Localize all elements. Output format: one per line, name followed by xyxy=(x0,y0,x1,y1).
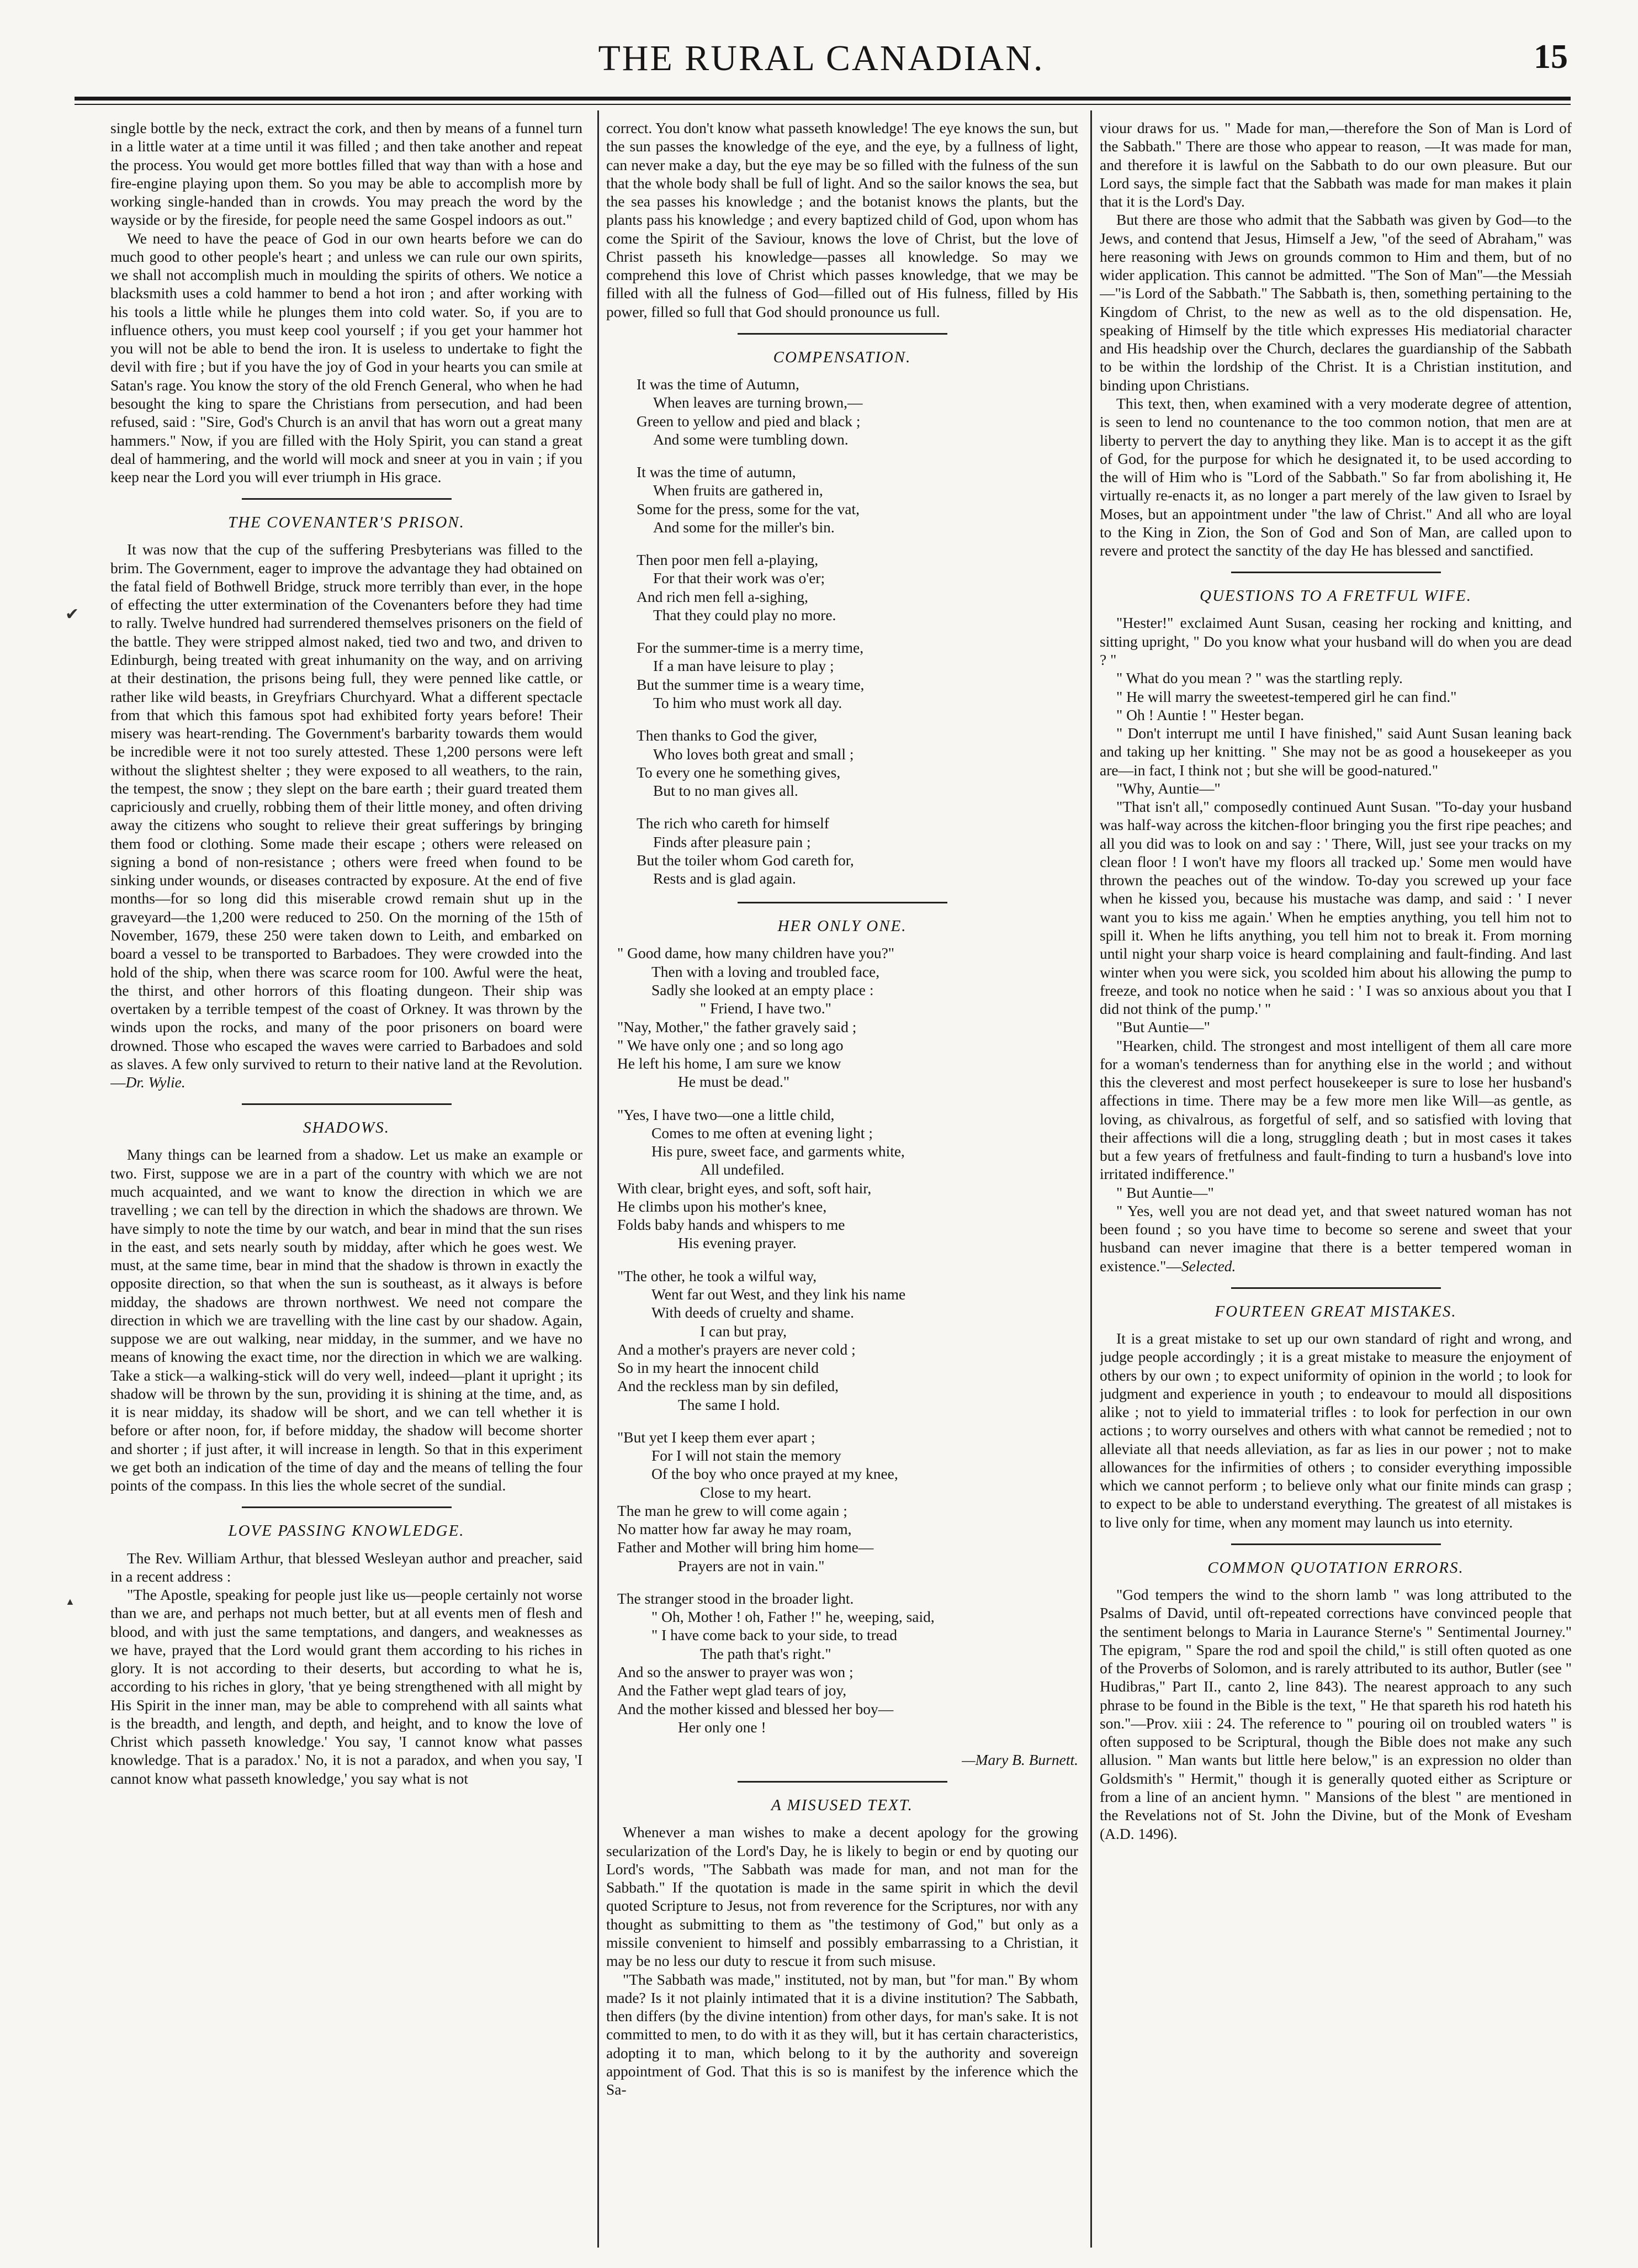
poem-line: The rich who careth for himself xyxy=(637,815,829,832)
section-heading-shadows: SHADOWS. xyxy=(303,1119,390,1137)
masthead-rule xyxy=(75,97,1571,101)
poem-line: With deeds of cruelty and shame. xyxy=(651,1304,854,1321)
poem-line: "Yes, I have two—one a little child, xyxy=(617,1106,835,1123)
attribution: Selected. xyxy=(1181,1257,1236,1275)
margin-dot: ▲ xyxy=(65,1596,75,1607)
paragraph: "That isn't all," composedly continued Aunt Susan. "To-day your husband was half-way across the kitchen-floor bringing you the first ripe peaches; and all you did was to look on and say : ' There, Will, just see your tracks on my clean floor ! I won't have my floors all tracked up.' Some men would have thrown the peaches out of the window. To-day you screwed up your face when he kissed you, because his mustache was damp, and said : ' I never want you to kiss me again.' When he empties anything, you tell him not to spill it. When he lifts anything, you tell him not to break it. From morning until night your sharp voice is heard complaining and fault-finding. And last winter when you were sick, you scolded him about his allowing the pump to freeze, and took no notice when he said : ' I was so anxious about you that I did not think of the pump.' " xyxy=(1100,798,1572,1018)
attribution: Dr. Wylie. xyxy=(125,1074,185,1091)
poem-line: Then with a loving and troubled face, xyxy=(651,963,880,980)
section-heading-questions-to-a-fretful-wife: QUESTIONS TO A FRETFUL WIFE. xyxy=(1200,587,1472,605)
section-rule xyxy=(1231,572,1441,573)
poem-stanza xyxy=(637,814,1078,887)
poem-compensation xyxy=(606,375,1078,887)
poem-line: And the reckless man by sin defiled, xyxy=(617,1377,839,1395)
poem-line: Finds after pleasure pain ; xyxy=(653,833,811,850)
poem-line: " We have only one ; and so long ago xyxy=(617,1036,844,1054)
paragraph: But there are those who admit that the Sabbath was given by God—to the Jews, and contend that Jesus, Himself a Jew, "of the seed of Abraham," was here reasoning with Jews on grounds common to Him and them, but of no wider application. This cannot be admitted. "The Son of Man"—the Messiah—"is Lord of the Sabbath." The Sabbath is, then, something pertaining to the Kingdom of Christ, to the new as well as to the old dispensation. He, speaking of Himself by the title which expresses His mediatorial character and His headship over the Church, declares the guardianship of the Sabbath to be within the lordship of the Christ. It is a Christian institution, and binding upon Christians. xyxy=(1100,211,1572,394)
poem-line: His evening prayer. xyxy=(678,1234,797,1252)
article-text xyxy=(1100,614,1572,1275)
article-text: Many things can be learned from a shadow. Let us make an example or two. First, suppose we are in a part of the country with which we are not much acquainted, and we want to know the direction in which we are travelling ; we can tell by the direction in which the shadows are thrown. We have simply to note the time by our watch, and bear in mind that the sun rises in the east, and sets nearly south by midday, after which he goes west. We must, at the same time, bear in mind that the shadow is thrown in exactly the opposite direction, so that when the sun is southeast, as it always is before midday, the shadows are thrown northwest. We need not compare the direction in which we are travelling with the line cast by our shadow. Again, suppose we are out walking, near midday, in the summer, and we have no means of knowing the exact time, nor the direction in which we are walking. Take a stick—a walking-stick will do very well, indeed—plant it upright ; its shadow will be thrown by the sun, providing it is shining at the time, and, as it is near midday, its shadow will be short, and we can tell whether it is before or after noon, for, if before midday, the shadow will become shorter and shorter ; if just after, it will increase in length. So that in this experiment we get both an indication of the time of day and the means of telling the four points of the compass. In this lies the whole secret of the sundial. xyxy=(110,1146,582,1494)
poem-line: It was the time of Autumn, xyxy=(637,376,799,393)
poem-line: But the summer time is a weary time, xyxy=(637,675,865,693)
poem-stanza xyxy=(617,1428,1078,1575)
poem-line: " Good dame, how many children have you?" xyxy=(617,944,895,962)
section-heading-fourteen-great-mistakes: FOURTEEN GREAT MISTAKES. xyxy=(1215,1303,1457,1321)
paragraph: We need to have the peace of God in our own hearts before we can do much good to other people's heart ; and unless we can rule our own spirits, we shall not accomplish much in moulding the spirits of others. We notice a blacksmith uses a cold hammer to bend a hot iron ; and after working with his tools a little while he plunges them into cold water. So, if you are to influence others, you must keep cool yourself ; if you get your hammer hot you will not be able to bend the iron. It is useless to undertake to fight the devil with fire ; but if you have the joy of God in your hearts you can smile at Satan's rage. You know the story of the old French General, who when he had besought the king to spare the Christians from persecution, and had been refused, said : "Sire, God's Church is an anvil that has worn out a great many hammers." Now, if you are filled with the Holy Spirit, you can stand a great deal of hammering, and the world will mock and sneer at you in vain ; if you keep near the Lord you will ever triumph in His grace. xyxy=(110,229,582,486)
poem-line: I can but pray, xyxy=(700,1322,787,1340)
poem-line: His pure, sweet face, and garments white, xyxy=(651,1143,905,1160)
poem-line: Prayers are not in vain." xyxy=(678,1557,825,1574)
paragraph: " What do you mean ? " was the startling reply. xyxy=(1116,669,1403,687)
poem-stanza xyxy=(637,375,1078,448)
poem-stanza xyxy=(637,726,1078,800)
poem-stanza xyxy=(617,944,1078,1091)
poem-line: To every one he something gives, xyxy=(637,763,841,781)
poem-line: So in my heart the innocent child xyxy=(617,1359,819,1377)
poem-stanza xyxy=(637,638,1078,712)
poem-line: For the summer-time is a merry time, xyxy=(637,639,864,657)
poem-line: Comes to me often at evening light ; xyxy=(651,1124,873,1141)
article-text: The Rev. William Arthur, that blessed Wesleyan author and preacher, said in a recent address : xyxy=(110,1549,582,1585)
column-2 xyxy=(606,119,1078,2250)
article-text: Whenever a man wishes to make a decent apology for the growing secularization of the Lord's Day, he is likely to begin or end by quoting our Lord's words, "The Sabbath was made for man, and not man for the Sabbath." If the quotation is made in the same spirit in which the devil quoted Scripture to Jesus, not from reverence for the Scriptures, nor with any thought as submitting to them as "the testimony of God," but only as a missile convenient to himself and possibly embarrassing to a Christian, it may be no less our duty to rescue it from such misuse. xyxy=(606,1823,1078,1970)
column-divider-1 xyxy=(597,110,599,2248)
section-rule xyxy=(1231,1543,1441,1545)
section-rule xyxy=(242,498,452,500)
poem-line: And rich men fell a-sighing, xyxy=(637,588,808,605)
section-heading-covenanters-prison: THE COVENANTER'S PRISON. xyxy=(228,514,465,532)
poem-line: If a man have leisure to play ; xyxy=(653,657,834,675)
paragraph: "But Auntie—" xyxy=(1116,1018,1210,1036)
section-rule xyxy=(242,1506,452,1508)
poem-line: For I will not stain the memory xyxy=(651,1447,841,1465)
poem-her-only-one xyxy=(606,944,1078,1736)
column-3 xyxy=(1100,119,1572,2250)
poem-line: When leaves are turning brown,— xyxy=(653,394,863,411)
paragraph: " Don't interrupt me until I have finished," said Aunt Susan leaning back and taking up her knitting. " She may not be as good a housekeeper as you are—in fact, I think not ; but she will be good-natured." xyxy=(1100,725,1572,779)
poem-line: And so the answer to prayer was won ; xyxy=(617,1663,854,1681)
poem-line: When fruits are gathered in, xyxy=(653,482,823,499)
poem-line: But the toiler whom God careth for, xyxy=(637,851,854,869)
poem-line: Green to yellow and pied and black ; xyxy=(637,412,861,430)
poem-line: He must be dead." xyxy=(678,1073,790,1091)
poem-line: It was the time of autumn, xyxy=(637,463,796,481)
section-rule xyxy=(242,1103,452,1105)
poem-line: He left his home, I am sure we know xyxy=(617,1055,841,1072)
poem-line: For that their work was o'er; xyxy=(653,569,825,587)
poem-line: The man he grew to will come again ; xyxy=(617,1502,847,1519)
masthead-rule-thin xyxy=(75,104,1571,105)
newspaper-title: THE RURAL CANADIAN. xyxy=(598,38,1045,78)
poem-line: And some for the miller's bin. xyxy=(653,518,835,536)
column-1 xyxy=(110,119,582,2250)
article-text: "The Sabbath was made," instituted, not by man, but "for man." By whom made? Is it not plainly intimated that it is a divine institution? The Sabbath, then differs (by the divine intention) from other days, for man's sake. It is not committed to men, to do with it as they will, but it has certain characteristics, adopting it to man, which belong to it by the authority and sovereign appointment of God. That this is so is manifest by the inference which the Sa- xyxy=(606,1970,1078,2098)
poem-line: " Oh, Mother ! oh, Father !" he, weeping, said, xyxy=(651,1608,935,1626)
section-heading-a-misused-text: A MISUSED TEXT. xyxy=(771,1796,913,1815)
poem-line: Father and Mother will bring him home— xyxy=(617,1539,874,1556)
poem-line: And the Father wept glad tears of joy, xyxy=(617,1682,847,1699)
poem-line: Her only one ! xyxy=(678,1718,766,1736)
column-divider-2 xyxy=(1090,110,1092,2248)
poem-line: And some were tumbling down. xyxy=(653,430,849,448)
article-text: "God tempers the wind to the shorn lamb " was long attributed to the Psalms of David, until oft-repeated corrections have convinced people that the sentiment belongs to Maria in Laurance Sterne's " Sentimental Journey." The epigram, " Spare the rod and spoil the child," is still often quoted as one of the Proverbs of Solomon, and is rarely attributed to its author, Butler (see " Hudibras," Part II., canto 2, line 843). The nearest approach to any such phrase to be found in the Bible is the text, " He that spareth his rod hateth his son."—Prov. xiii : 24. The reference to " pouring oil on troubled waters " is often supposed to be Scriptural, though the Bible does not make any such allusion. " Man wants but little here below," is an expression no older than Goldsmith's " Hermit," though it is generally quoted either as Scripture or from a line of an ancient hymn. " Mansions of the blest " are mentioned in the Revelations not of St. John the Divine, but of the Monk of Evesham (A.D. 1496). xyxy=(1100,1586,1572,1842)
poem-line: Went far out West, and they link his name xyxy=(651,1285,906,1303)
poem-line: Close to my heart. xyxy=(700,1483,812,1501)
poem-line: Then thanks to God the giver, xyxy=(637,727,818,744)
poem-line: " I have come back to your side, to tread xyxy=(651,1626,897,1644)
masthead xyxy=(75,17,1568,88)
page-number: 15 xyxy=(1534,38,1568,76)
paragraph: correct. You don't know what passeth knowledge! The eye knows the sun, but the sun passes the knowledge of the eye, and the eye, by a fullness of light, can never make a day, but the eye may be so filled with the fulness of the sun that the whole body shall be full of light. And so the sailor knows the sea, but the sea passes his knowledge ; and the botanist knows the plants, but the plants pass his knowledge ; and every baptized child of God, upon whom has come the Spirit of the Saviour, knows the love of Christ, but the love of Christ passeth his knowledge—passes all knowledge. So may we comprehend this love of Christ which passes knowledge, that we may be filled with all the fulness of God—filled out of His fulness, filled by His power, filled so full that God should pronounce us full. xyxy=(606,119,1078,320)
section-heading-common-quotation-errors: COMMON QUOTATION ERRORS. xyxy=(1207,1559,1464,1577)
poem-line: He climbs upon his mother's knee, xyxy=(617,1197,827,1215)
paragraph: " Yes, well you are not dead yet, and that sweet natured woman has not been found ; so you have time to become so serene and sweet that your husband can never imagine that there is a better tempered woman in existence."—Selected. xyxy=(1100,1202,1572,1275)
poem-line: "The other, he took a wilful way, xyxy=(617,1267,817,1284)
poem-line: The path that's right." xyxy=(700,1645,831,1662)
section-heading-compensation: COMPENSATION. xyxy=(773,348,911,366)
paragraph: " Oh ! Auntie ! " Hester began. xyxy=(1116,706,1305,723)
paragraph: single bottle by the neck, extract the cork, and then by means of a funnel turn in a little water at a time until it was filled ; and then take another and repeat the process. You would get more bottles filled that way than with a hose and fire-engine playing upon them. So you may be able to accomplish more by working single-handed than in crowds. You may preach the word by the wayside or by the fireside, for people need the same Gospel indoors as out." xyxy=(110,119,582,229)
poem-line: The stranger stood in the broader light. xyxy=(617,1589,854,1607)
paragraph: viour draws for us. " Made for man,—therefore the Son of Man is Lord of the Sabbath." There are those who appear to reason, —It was made for man, and therefore it is lawful on the Sabbath to do our own pleasure. But our Lord says, the simple fact that the Sabbath was made for man makes it plain that it is the Lord's Day. xyxy=(1100,119,1572,210)
poem-stanza xyxy=(617,1267,1078,1414)
poem-line: Sadly she looked at an empty place : xyxy=(651,981,874,998)
poem-line: But to no man gives all. xyxy=(653,782,798,800)
attribution: —Mary B. Burnett. xyxy=(962,1751,1078,1769)
paragraph: "Hester!" exclaimed Aunt Susan, ceasing her rocking and knitting, and sitting upright, " Do you know what your husband will do when you are dead ? " xyxy=(1100,614,1572,668)
poem-line: And the mother kissed and blessed her boy— xyxy=(617,1700,894,1717)
paragraph: "Why, Auntie—" xyxy=(1116,779,1221,797)
section-rule xyxy=(738,333,947,335)
poem-line: To him who must work all day. xyxy=(653,694,842,711)
poem-line: With clear, bright eyes, and soft, soft hair, xyxy=(617,1179,872,1197)
poem-line: Who loves both great and small ; xyxy=(653,745,854,763)
poem-line: Then poor men fell a-playing, xyxy=(637,551,819,569)
paragraph: " But Auntie—" xyxy=(1116,1183,1214,1201)
article-text: It was now that the cup of the suffering Presbyterians was filled to the brim. The Government, eager to improve the advantage they had obtained on the fatal field of Bothwell Bridge, struck more terribly than ever, in the hope of effecting the utter extermination of the Covenanters before they had time to rally. Twelve hundred had surrendered themselves prisoners on the field of the battle. They were stripped almost naked, tied two and two, and driven to Edinburgh, being treated with great inhumanity on the way, and on arriving at their destination, the prisons being full, they were penned like cattle, or rather like wild beasts, in Greyfriars Churchyard. What a different spectacle from that which this famous spot had exhibited forty years before! Their misery was heart-rending. The Government's barbarity towards them would be incredible were it not too surely attested. These 1,200 persons were left without the slightest shelter ; they were exposed to all weathers, to the rain, the tempest, the snow ; they slept on the bare earth ; their guard treated them capriciously and cruelly, robbing them of their little money, and often driving away the citizens who sought to relieve their great sufferings by bringing them food or clothing. Some made their escape ; others were released on signing a bond of non-resistance ; others were freed when found to be sinking under wounds, or diseases contracted by exposure. At the end of five months—for so long did this miserable crowd remain shut up in the graveyard—the 1,200 were reduced to 250. On the morning of the 15th of November, 1679, these 250 were taken down to Leith, and embarked on board a vessel to be transported to Barbadoes. They were crowded into the hold of the ship, when there was scarce room for 100. Awful were the heat, the thirst, and other horrors of this floating dungeon. Their ship was overtaken by a terrible tempest of the coast of Orkney. It was thrown by the winds upon the rocks, and many of the poor prisoners on board were drowned. Those who escaped the waves were carried to Barbadoes and sold as slaves. A few only survived to return to their native land at the Revolution.—Dr. Wylie. xyxy=(110,541,582,1091)
poem-stanza xyxy=(617,1106,1078,1252)
poem-line: The same I hold. xyxy=(678,1395,780,1413)
poem-line: "But yet I keep them ever apart ; xyxy=(617,1428,815,1446)
article-text: "The Apostle, speaking for people just like us—people certainly not worse than we are, and perhaps not much better, but at all events men of flesh and blood, and with just the same temptations, and dangers, and weaknesses as we have, prayed that the Lord would grant them according to his riches in glory. It is not according to their deserts, but according to what he is, according to his riches in glory, 'that ye being strengthened with all might by His Spirit in the inner man, may be able to comprehend with all saints what is the breadth, and length, and depth, and height, and to know the love of Christ which passeth knowledge.' You say, 'I cannot know what passes knowledge. That is a paradox.' No, it is not a paradox, and when you say, 'I cannot know what passeth knowledge,' you say what is not xyxy=(110,1586,582,1787)
poem-line: That they could play no more. xyxy=(653,606,836,623)
paragraph: "Hearken, child. The strongest and most intelligent of them all care more for a woman's tenderness than for anything else in the world ; and without this the cleverest and most perfect housekeeper is sure to lose her husband's affections in time. There may be a few more men like Will—as gentle, as loving, as chivalrous, as forgetful of self, and so satisfied with loving that their affections will die a long, struggling death ; but in most cases it takes but a few years of fretfulness and fault-finding to turn a husband's love into irritated indifference." xyxy=(1100,1037,1572,1183)
article-text: It is a great mistake to set up our own standard of right and wrong, and judge people accordingly ; it is a great mistake to measure the enjoyment of others by our own ; to expect uniformity of opinion in the world ; to look for judgment and experience in youth ; to endeavour to mould all dispositions alike ; not to yield to immaterial trifles : to look for perfection in our own actions ; to worry ourselves and others with what cannot be remedied ; not to alleviate all that needs alleviation, as far as lies in our power ; not to make allowances for the infirmities of others ; to consider everything impossible which we cannot perform ; to believe only what our finite minds can grasp ; to expect to be able to understand everything. The greatest of all mistakes is to live only for time, when any moment may launch us into eternity. xyxy=(1100,1330,1572,1531)
section-rule xyxy=(1231,1287,1441,1289)
poem-line: No matter how far away he may roam, xyxy=(617,1520,852,1538)
poem-stanza xyxy=(637,463,1078,536)
poem-stanza xyxy=(617,1589,1078,1736)
poem-line: " Friend, I have two." xyxy=(700,1000,831,1017)
poem-line: All undefiled. xyxy=(700,1161,784,1178)
poem-line: Some for the press, some for the vat, xyxy=(637,500,860,517)
section-heading-her-only-one: HER ONLY ONE. xyxy=(777,917,907,935)
paragraph: This text, then, when examined with a very moderate degree of attention, is seen to lend no countenance to the too common notion, that men are at liberty to pervert the day to anything they like. Man is to accept it as the gift of God, for the purpose for which he designated it, to be used according to the will of Him who is "Lord of the Sabbath." So far from abolishing it, He virtually re-enacts it, as no longer a part merely of the law given to Israel by Moses, but an appointment under "the law of Christ." And all who are loyal to the King in Zion, the Son of God and Son of Man, are called upon to revere and protect the sanctity of the day He has blessed and sanctified. xyxy=(1100,394,1572,559)
section-rule xyxy=(738,902,947,903)
poem-line: Rests and is glad again. xyxy=(653,870,796,887)
poem-line: "Nay, Mother," the father gravely said ; xyxy=(617,1018,857,1035)
poem-line: And a mother's prayers are never cold ; xyxy=(617,1340,856,1358)
poem-stanza xyxy=(637,551,1078,624)
poem-line: Of the boy who once prayed at my knee, xyxy=(651,1465,898,1483)
section-rule xyxy=(738,1781,947,1783)
paragraph: " He will marry the sweetest-tempered girl he can find." xyxy=(1116,688,1457,705)
section-heading-love-passing-knowledge: LOVE PASSING KNOWLEDGE. xyxy=(228,1522,465,1540)
margin-mark: ✔ xyxy=(65,605,79,623)
poem-line: Folds baby hands and whispers to me xyxy=(617,1216,845,1234)
